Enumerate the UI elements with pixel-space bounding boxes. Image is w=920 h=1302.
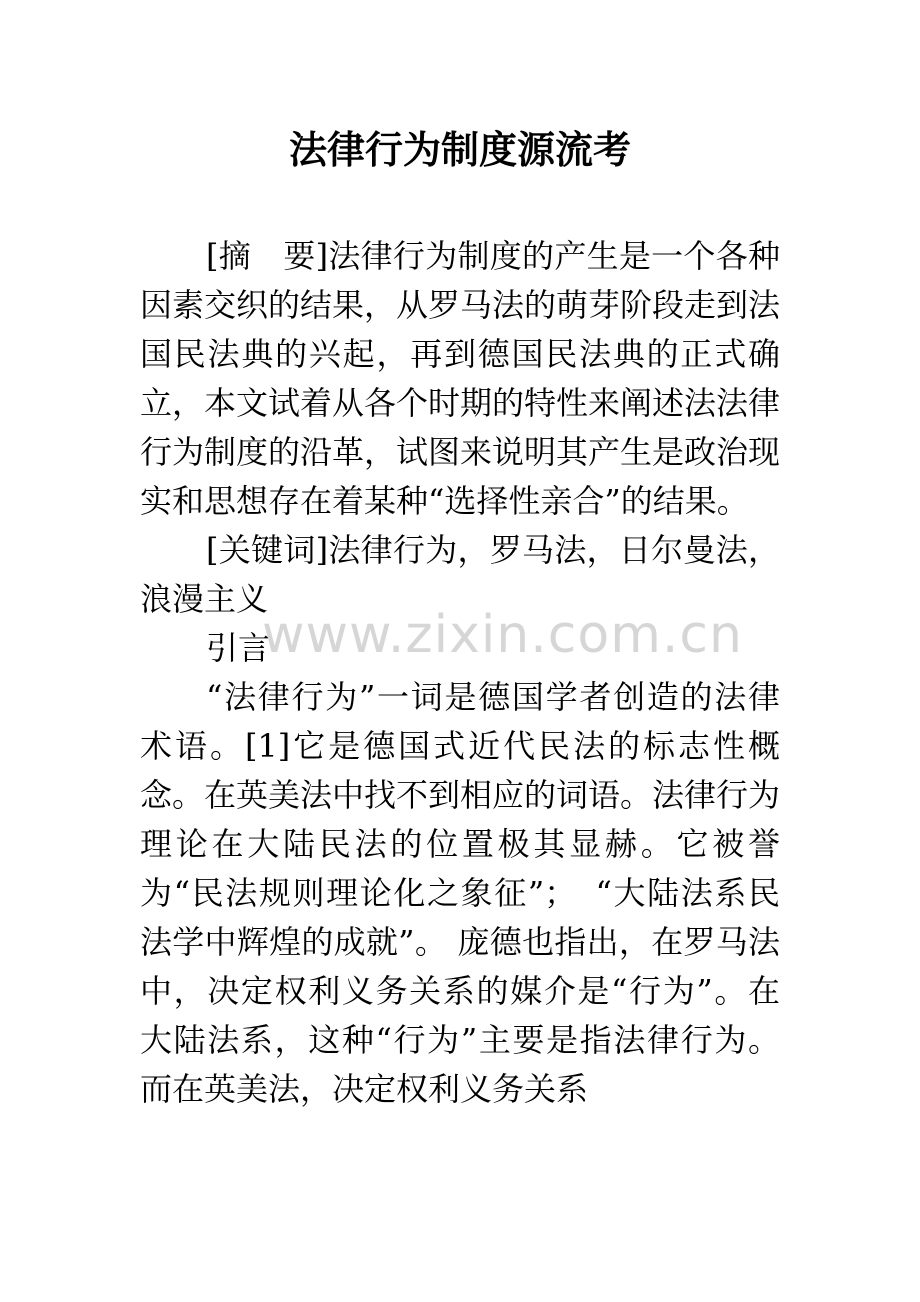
- document-body: [140, 232, 780, 1114]
- page-title: 法律行为制度源流考: [288, 128, 631, 172]
- body-paragraph: “法律行为”一词是德国学者创造的法律术语。[1]它是德国式近代民法的标志性概念。在英美法中找不到相应的词语。法律行为理论在大陆民法的位置极其显赫。它被誉为“民法规则理论化之象征”； “大陆法系民法学中辉煌的成就”。 庞德也指出，在罗马法中，决定权利义务关系的媒介是“行为”。在大陆法系，这种“行为”主要是指法律行为。而在英美法，决定权利义务关系: [140, 678, 781, 1108]
- introduction-heading: 引言: [206, 629, 271, 667]
- watermark: www.zixin.com.cn: [262, 605, 743, 665]
- abstract-paragraph: [摘 要]法律行为制度的产生是一个各种因素交织的结果，从罗马法的萌芽阶段走到法国民法典的兴起，再到德国民法典的正式确立，本文试着从各个时期的特性来阐述法法律行为制度的沿革，试图来说明其产生是政治现实和思想存在着某种“选择性亲合”的结果。: [140, 237, 781, 520]
- keywords-paragraph: [关键词]法律行为，罗马法，日尔曼法，浪漫主义: [140, 531, 780, 618]
